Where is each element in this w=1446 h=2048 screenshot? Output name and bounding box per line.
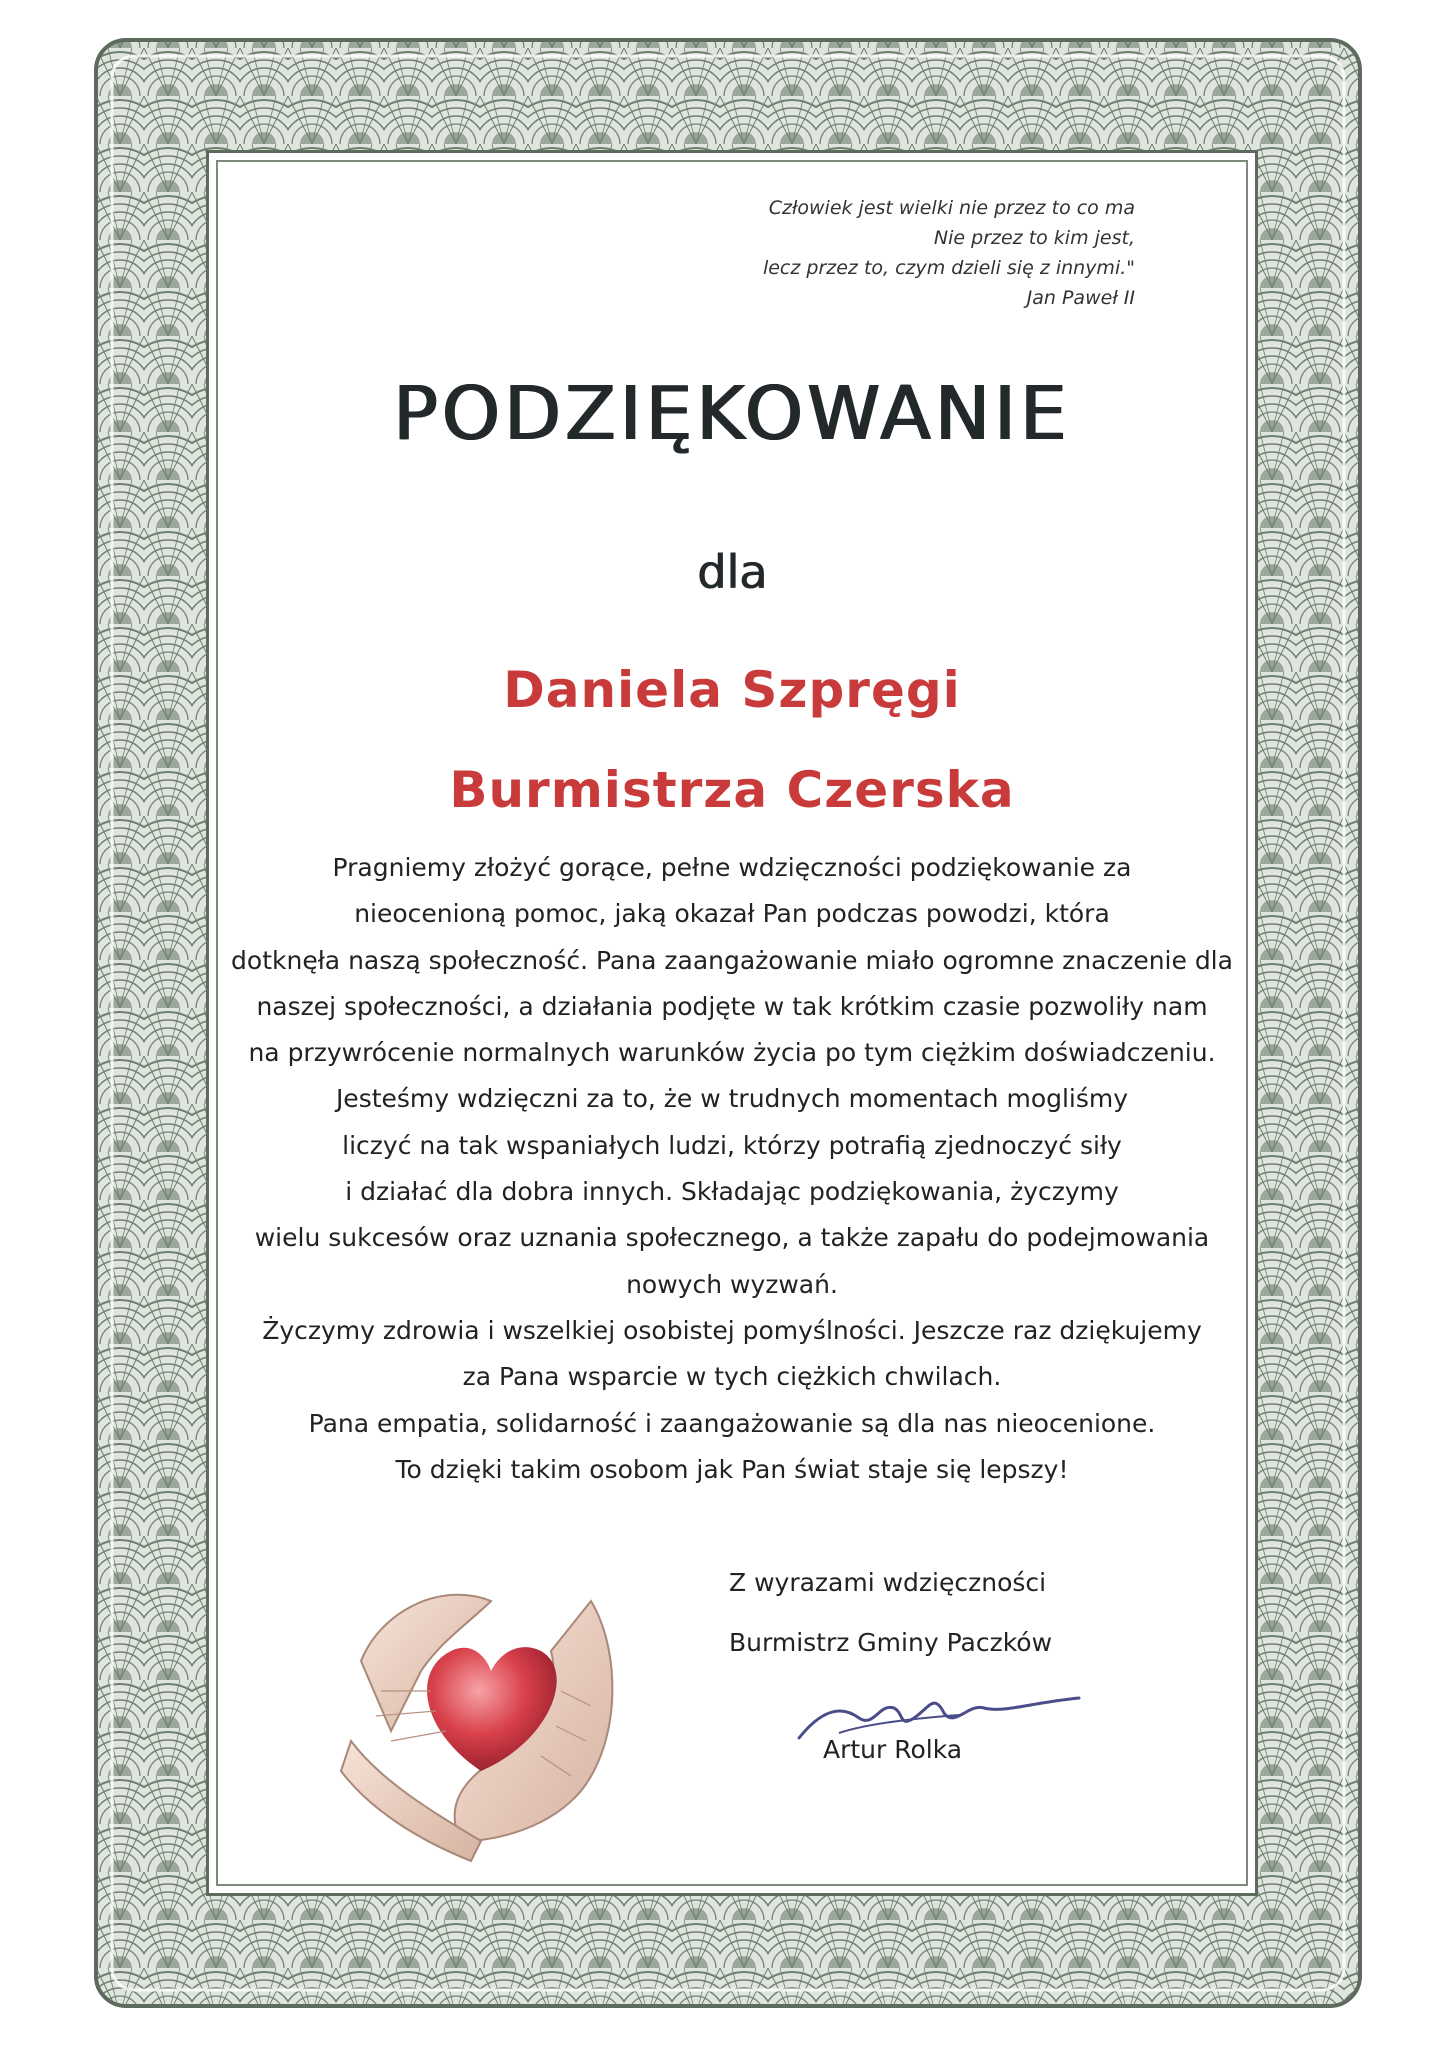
quote-block	[763, 193, 1135, 313]
for-label: dla	[696, 545, 768, 599]
quote-author: Jan Paweł II	[1026, 287, 1135, 309]
message-line: wielu sukcesów oraz uznania społecznego, a także zapału do podejmowania	[254, 1223, 1210, 1253]
certificate-body	[206, 150, 1258, 1896]
closing-regards: Z wyrazami wdzięczności	[729, 1568, 1047, 1597]
certificate-title: PODZIĘKOWANIE	[393, 371, 1071, 457]
recipient-title: Burmistrza Czerska	[449, 761, 1015, 819]
message-line: liczyć na tak wspaniałych ludzi, którzy potrafią zjednoczyć siły	[342, 1130, 1122, 1160]
quote-line: lecz przez to, czym dzieli się z innymi."	[762, 257, 1135, 279]
quote-line: Człowiek jest wielki nie przez to co ma	[768, 197, 1135, 219]
message-line: za Pana wsparcie w tych ciężkich chwilach.	[462, 1362, 1002, 1392]
message-line: i działać dla dobra innych. Składając podziękowania, życzymy	[345, 1177, 1119, 1207]
thank-you-message	[209, 845, 1255, 1493]
quote-line: Nie przez to kim jest,	[933, 227, 1135, 249]
signer-name: Artur Rolka	[823, 1735, 963, 1764]
closing-block	[729, 1553, 1052, 1673]
message-line: dotknęła naszą społeczność. Pana zaangażowanie miało ogromne znaczenie dla	[231, 945, 1233, 975]
closing-position: Burmistrz Gminy Paczków	[729, 1628, 1053, 1657]
message-line: na przywrócenie normalnych warunków życia po tym ciężkim doświadczeniu.	[248, 1038, 1216, 1068]
message-line: Pragniemy złożyć gorące, pełne wdzięczności podziękowanie za	[332, 853, 1132, 882]
message-line: To dzięki takim osobom jak Pan świat staje się lepszy!	[395, 1454, 1069, 1484]
message-line: naszej społeczności, a działania podjęte w tak krótkim czasie pozwoliły nam	[256, 991, 1208, 1021]
message-line: nowych wyzwań.	[626, 1269, 838, 1299]
heart-in-hands-icon	[321, 1541, 641, 1875]
message-line: nieocenioną pomoc, jaką okazał Pan podczas powodzi, która	[354, 899, 1110, 929]
message-line: Życzymy zdrowia i wszelkiej osobistej pomyślności. Jeszcze raz dziękujemy	[262, 1315, 1202, 1345]
message-line: Jesteśmy wdzięczni za to, że w trudnych momentach mogliśmy	[335, 1084, 1129, 1114]
message-line: Pana empatia, solidarność i zaangażowanie są dla nas nieocenione.	[308, 1408, 1156, 1438]
recipient-name: Daniela Szpręgi	[503, 661, 961, 719]
